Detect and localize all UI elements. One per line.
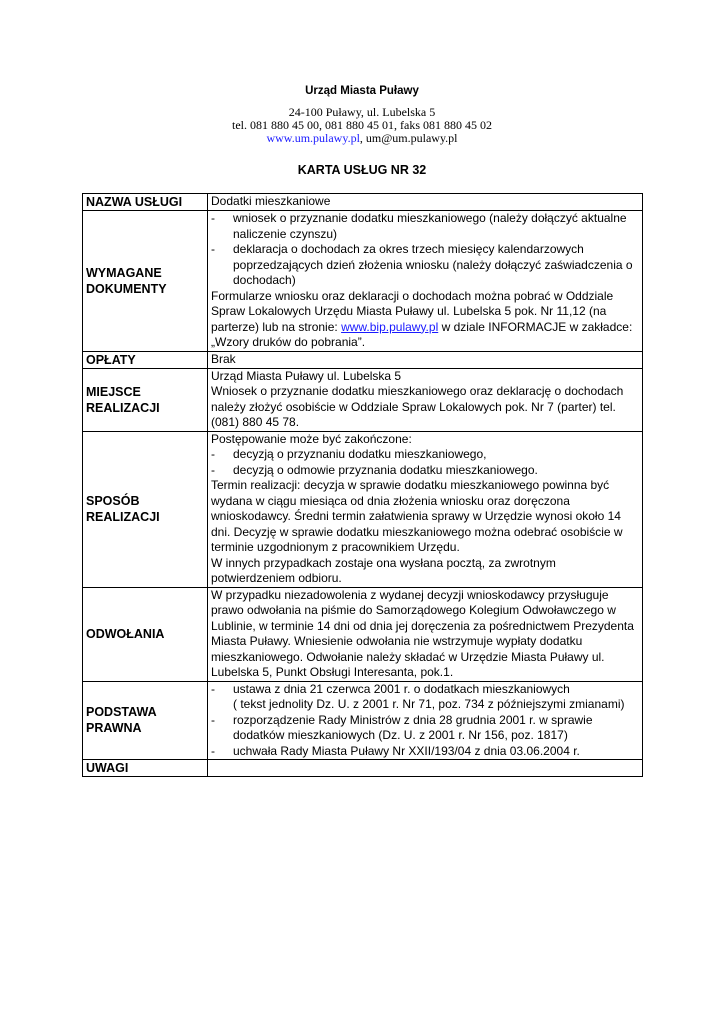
- label-method: SPOSÓB REALIZACJI: [83, 431, 208, 587]
- label-place: MIEJSCE REALIZACJI: [83, 368, 208, 431]
- method-deadline: Termin realizacji: decyzja w sprawie dodatku mieszkaniowego powinna być wydana w ciągu miesiąca od dnia złożenia wniosku oraz doręczona wnioskodawcy. Średni termin załatwienia sprawy w Urzędzie wynosi około 14 dni. Decyzję w sprawie dodatku mieszkaniowego można odebrać osobiście w terminie uzgodnionym z pracownikiem Urzędu.: [211, 478, 623, 554]
- legal-item-continuation: ( tekst jednolity Dz. U. z 2001 r. Nr 71, poz. 734 z późniejszymi zmianami): [233, 697, 625, 711]
- website-link[interactable]: www.um.pulawy.pl: [266, 131, 360, 145]
- place-line: Urząd Miasta Puławy ul. Lubelska 5: [211, 368, 402, 383]
- list-item: - deklaracja o dochodach za okres trzech miesięcy kalendarzowych poprzedzających dzień złożenia wniosku (należy dołączyć zaświadczenia o dochodach): [211, 242, 639, 289]
- method-delivery: W innych przypadkach zostaje ona wysłana pocztą, za zwrotnym potwierdzeniem odbioru.: [211, 555, 556, 585]
- row-place: [83, 368, 643, 431]
- list-item: - wniosek o przyznanie dodatku mieszkaniowego (należy dołączyć aktualne naliczenie czynszu): [211, 211, 639, 242]
- label-service-name: NAZWA USŁUGI: [83, 194, 208, 211]
- row-required-documents: [83, 211, 643, 352]
- value-service-name: Dodatki mieszkaniowe: [208, 194, 643, 211]
- service-card-table: [82, 193, 643, 777]
- contact-separator: ,: [359, 131, 366, 145]
- value-remarks: [208, 760, 643, 777]
- value-place: [208, 368, 643, 431]
- row-legal-basis: [83, 681, 643, 760]
- row-appeals: [83, 587, 643, 681]
- list-item: - decyzją o przyznaniu dodatku mieszkaniowego,: [211, 447, 639, 463]
- label-legal-basis: PODSTAWA PRAWNA: [83, 681, 208, 760]
- documents-note: [211, 289, 639, 351]
- row-remarks: [83, 760, 643, 777]
- list-item: - decyzją o odmowie przyznania dodatku mieszkaniowego.: [211, 463, 639, 479]
- label-required-documents: WYMAGANE DOKUMENTY: [83, 211, 208, 352]
- value-legal-basis: [208, 681, 643, 760]
- value-method: [208, 431, 643, 587]
- org-name: Urząd Miasta Puławy: [305, 85, 419, 97]
- method-list: [211, 447, 639, 478]
- label-appeals: ODWOŁANIA: [83, 587, 208, 681]
- org-contact: [0, 132, 724, 145]
- legal-basis-list: [211, 682, 639, 760]
- bip-link[interactable]: www.bip.pulawy.pl: [341, 319, 439, 334]
- card-title: KARTA USŁUG NR 32: [297, 163, 427, 177]
- org-address: 24-100 Puławy, ul. Lubelska 5: [288, 105, 436, 119]
- document-header: [0, 85, 724, 177]
- value-fees: Brak: [208, 351, 643, 368]
- legal-item-text: - ustawa z dnia 21 czerwca 2001 r. o dodatkach mieszkaniowych: [233, 681, 570, 696]
- email-address: um@um.pulawy.pl: [365, 131, 458, 145]
- value-appeals: W przypadku niezadowolenia z wydanej decyzji wnioskodawcy przysługuje prawo odwołania na piśmie do Samorządowego Kolegium Odwoławczego w Lublinie, w terminie 14 dni od dnia jej doręczenia za pośrednictwem Prezydenta Miasta Puławy. Wniesienie odwołania nie wstrzymuje wypłaty dodatku mieszkaniowego. Odwołanie należy składać w Urzędzie Miasta Puławy ul. Lubelska 5, Punkt Obsługi Interesanta, pok.1.: [208, 587, 643, 681]
- place-details: Wniosek o przyznanie dodatku mieszkaniowego oraz deklarację o dochodach należy złożyć osobiście w Oddziale Spraw Lokalowych pok. Nr 7 (parter) tel. (081) 880 45 78.: [211, 384, 624, 429]
- list-item: [211, 682, 639, 713]
- list-item: - rozporządzenie Rady Ministrów z dnia 28 grudnia 2001 r. w sprawie dodatków mieszkaniowych (Dz. U. z 2001 r. Nr 156, poz. 1817): [211, 713, 639, 744]
- org-phones: tel. 081 880 45 00, 081 880 45 01, faks 081 880 45 02: [232, 118, 492, 132]
- label-remarks: UWAGI: [83, 760, 208, 777]
- label-fees: OPŁATY: [83, 351, 208, 368]
- method-intro: Postępowanie może być zakończone:: [211, 431, 412, 446]
- row-service-name: [83, 194, 643, 211]
- row-fees: [83, 351, 643, 368]
- note-text-end: w dziale INFORMACJE w zakładce: „Wzory druków do pobrania”.: [211, 319, 633, 349]
- note-text: Formularze wniosku oraz deklaracji o dochodach można pobrać w Oddziale Spraw Lokalowych Urzędu Miasta Puławy ul. Lubelska 5 pok. Nr 11,12 (na parterze) lub na stronie:: [211, 288, 614, 334]
- list-item: - uchwała Rady Miasta Puławy Nr XXII/193/04 z dnia 03.06.2004 r.: [211, 744, 639, 760]
- documents-list: [211, 211, 639, 289]
- row-method: [83, 431, 643, 587]
- value-required-documents: [208, 211, 643, 352]
